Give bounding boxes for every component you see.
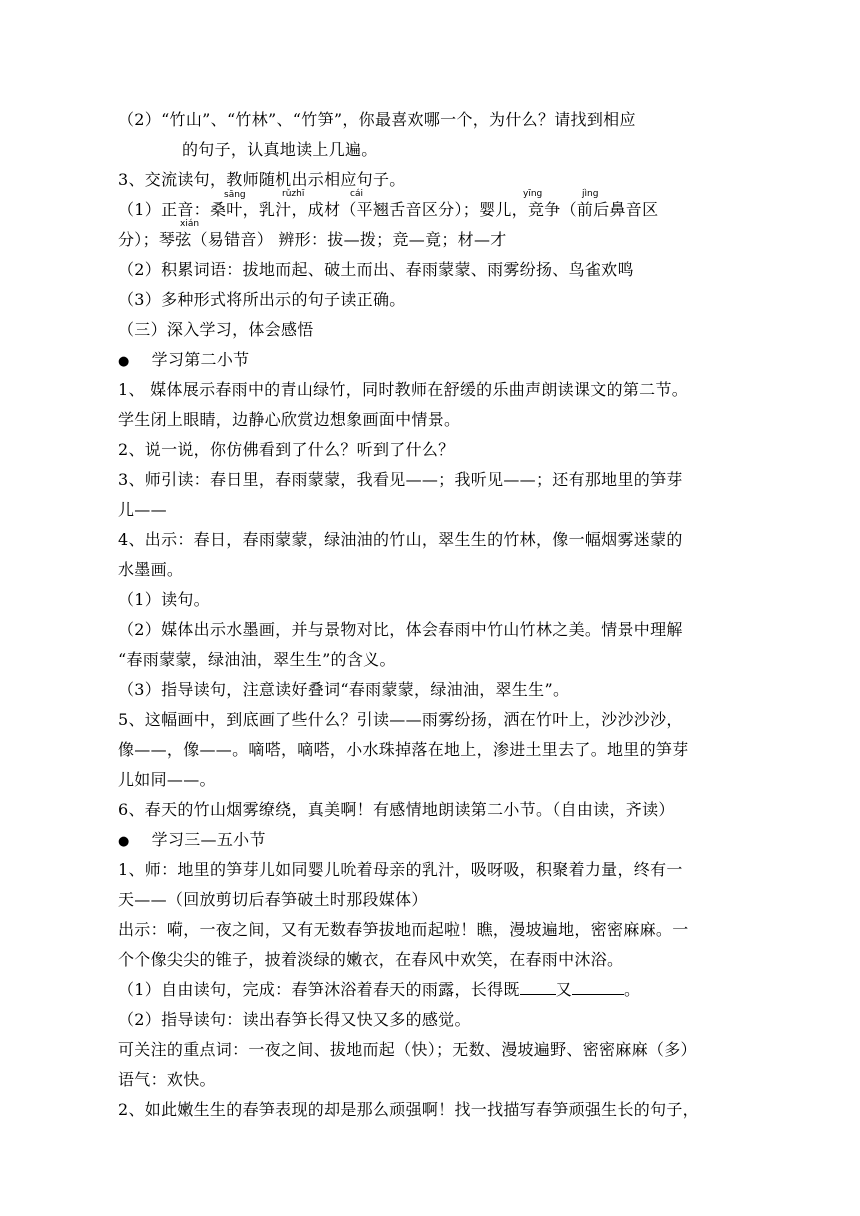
sub-2-guide: （2）指导读句：读出春笋长得又快又多的感觉。 bbox=[118, 1010, 471, 1029]
show-sentence-cont: 个个像尖尖的锥子，披着淡绿的嫩衣，在春风中欢笑，在春雨中沐浴。 bbox=[118, 950, 624, 969]
step-5-painting-end: 儿如同——。 bbox=[118, 770, 216, 789]
step-3-heading: 3、交流读句，教师随机出示相应句子。 bbox=[118, 170, 406, 189]
pronunciation-line-cont: 分）；琴弦（易错音） 辨形：拔—拨；竞—竟；材—才 bbox=[118, 230, 507, 249]
fill-blank-2 bbox=[572, 980, 624, 995]
fill-blank-prompt: （1）自由读句，完成：春笋沐浴着春天的雨露，长得既 bbox=[118, 980, 520, 999]
pinyin-ying: yīng bbox=[523, 189, 543, 199]
step-4-show: 4、出示：春日，春雨蒙蒙，绿油油的竹山，翠生生的竹林，像一幅烟雾迷蒙的 bbox=[118, 530, 683, 549]
step-1-teacher-cont: 天——（回放剪切后春笋破土时那段媒体） bbox=[118, 890, 428, 909]
bullet-section-2 bbox=[118, 348, 249, 374]
bullet-icon: ● bbox=[118, 834, 130, 849]
fill-blank-1 bbox=[520, 980, 556, 995]
step-2-tenacity: 2、如此嫩生生的春笋表现的却是那么顽强啊！找一找描写春笋顽强生长的句子， bbox=[118, 1100, 699, 1119]
step-5-painting: 5、这幅画中，到底画了些什么？引读——雨雾纷扬，洒在竹叶上，沙沙沙沙， bbox=[118, 710, 683, 729]
sub-2-media-cont: “春雨蒙蒙，绿油油，翠生生”的含义。 bbox=[118, 650, 396, 669]
step-6-beauty: 6、春天的竹山烟雾缭绕，真美啊！有感情地朗读第二小节。（自由读，齐读） bbox=[118, 800, 675, 819]
tone-line: 语气：欢快。 bbox=[118, 1070, 216, 1089]
section-3-heading: （三）深入学习，体会感悟 bbox=[118, 320, 314, 339]
bullet-section-3-5-label: 学习三—五小节 bbox=[151, 830, 266, 849]
step-2-talk: 2、说一说，你仿佛看到了什么？听到了什么？ bbox=[118, 440, 455, 459]
fill-blank-end: 。 bbox=[624, 980, 641, 999]
pinyin-xian: xián bbox=[180, 219, 200, 229]
sub-2-media: （2）媒体出示水墨画，并与景物对比，体会春雨中竹山竹林之美。情景中理解 bbox=[118, 620, 683, 639]
step-3-guided-read-cont: 儿—— bbox=[118, 500, 167, 519]
item-2-question-cont: 的句子，认真地读上几遍。 bbox=[182, 140, 378, 159]
step-1-media-cont: 学生闭上眼睛，边静心欣赏边想象画面中情景。 bbox=[118, 410, 461, 429]
step-1-teacher: 1、师：地里的笋芽儿如同婴儿吮着母亲的乳汁，吸呀吸，积聚着力量，终有一 bbox=[118, 860, 683, 879]
fill-blank-connector: 又 bbox=[555, 980, 572, 999]
keywords-line: 可关注的重点词：一夜之间、拔地而起（快）；无数、漫坡遍野、密密麻麻（多） bbox=[118, 1040, 697, 1059]
bullet-section-3-5 bbox=[118, 828, 266, 854]
sub-1-fill-blank bbox=[118, 978, 640, 1002]
vocab-line: （2）积累词语：拔地而起、破土而出、春雨蒙蒙、雨雾纷扬、鸟雀欢鸣 bbox=[118, 260, 634, 279]
read-forms-line: （3）多种形式将所出示的句子读正确。 bbox=[118, 290, 406, 309]
step-1-media: 1、 媒体展示春雨中的青山绿竹，同时教师在舒缓的乐曲声朗读课文的第二节。 bbox=[118, 380, 689, 399]
sub-1-read: （1）读句。 bbox=[118, 590, 210, 609]
item-2-question: （2）“竹山”、“竹林”、“竹笋”，你最喜欢哪一个，为什么？请找到相应 bbox=[118, 110, 636, 129]
bullet-icon: ● bbox=[118, 354, 130, 369]
step-3-guided-read: 3、师引读：春日里，春雨蒙蒙，我看见——；我听见——；还有那地里的笋芽 bbox=[118, 470, 683, 489]
step-5-painting-cont: 像——，像——。嘀嗒，嘀嗒，小水珠掉落在地上，渗进土里去了。地里的笋芽 bbox=[118, 740, 689, 759]
pinyin-sang: sāng bbox=[224, 190, 246, 200]
pinyin-jing: jìng bbox=[582, 189, 599, 199]
pronunciation-line: （1）正音：桑叶，乳汁，成材（平翘舌音区分）；婴儿，竞争（前后鼻音区 bbox=[118, 200, 659, 219]
step-4-show-cont: 水墨画。 bbox=[118, 560, 184, 579]
pinyin-ruzhi: rǔzhī bbox=[282, 189, 305, 199]
bullet-section-2-label: 学习第二小节 bbox=[151, 350, 250, 369]
pinyin-cai: cái bbox=[350, 189, 363, 199]
sub-3-guide: （3）指导读句，注意读好叠词“春雨蒙蒙，绿油油，翠生生”。 bbox=[118, 680, 570, 699]
show-sentence: 出示：嗬，一夜之间，又有无数春笋拔地而起啦！瞧，漫坡遍地，密密麻麻。一 bbox=[118, 920, 689, 939]
